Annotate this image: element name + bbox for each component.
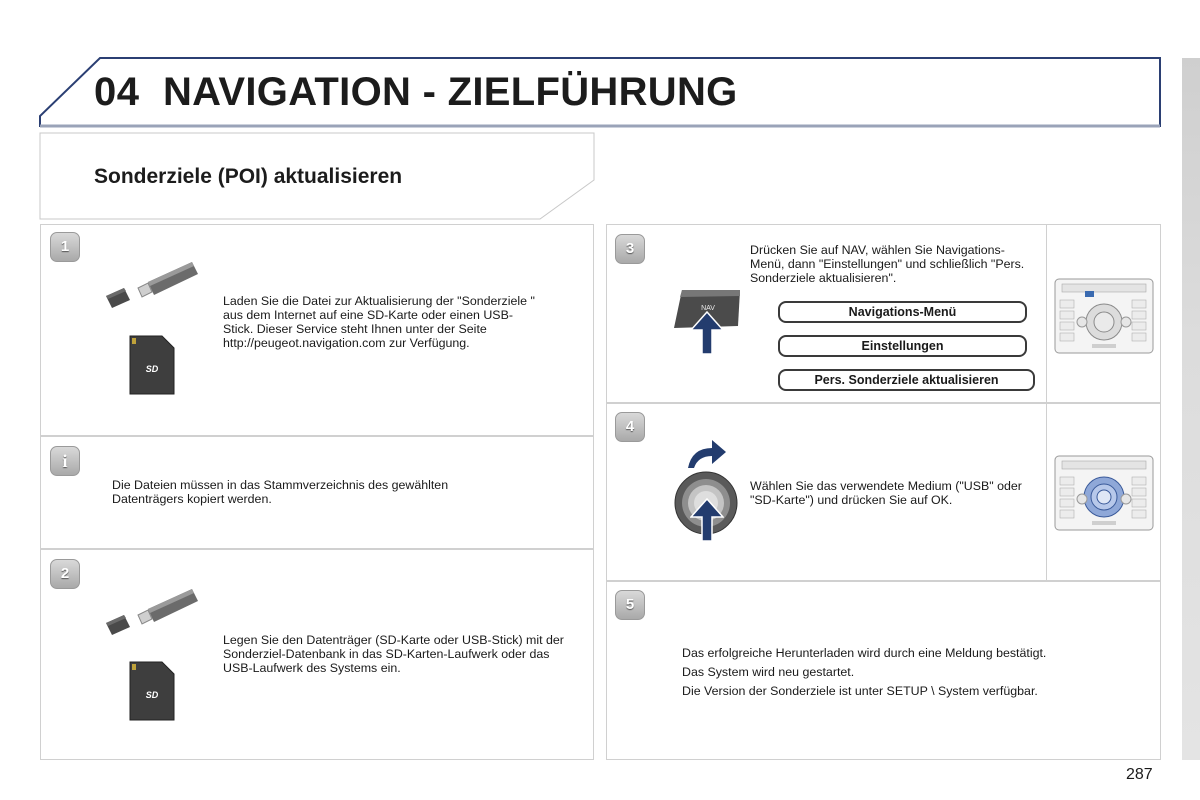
info-text: Die Dateien müssen in das Stammverzeichnis des gewählten Datenträgers kopiert werden. xyxy=(112,478,449,506)
step-3-text: Drücken Sie auf NAV, wählen Sie Navigations-Menü, dann "Einstellungen" und schließlich "Pers. Sonderziele aktualisieren". xyxy=(750,243,1025,285)
step-4-text: Wählen Sie das verwendete Medium ("USB" oder "SD-Karte") und drücken Sie auf OK. xyxy=(750,479,1022,507)
page-edge-strip xyxy=(1182,58,1200,760)
sd-card-label: SD xyxy=(145,690,159,700)
menu-item-update-poi[interactable]: Pers. Sonderziele aktualisieren xyxy=(778,369,1035,391)
sd-card-label: SD xyxy=(145,364,159,374)
step-5-line-1: Das erfolgreiche Herunterladen wird durch eine Meldung bestätigt. xyxy=(682,646,1047,660)
sd-card-icon xyxy=(128,660,176,722)
usb-stick-icon xyxy=(102,585,202,643)
step-5-line-2: Das System wird neu gestartet. xyxy=(682,665,855,679)
chapter-title: NAVIGATION - ZIELFÜHRUNG xyxy=(163,70,738,114)
arrow-up-icon xyxy=(690,311,724,355)
step-1-text: Laden Sie die Datei zur Aktualisierung der "Sonderziele " aus dem Internet auf eine SD-Karte oder einen USB-Stick. Dieser Service steht Ihnen unter der Seite http://peugeot.navigation.com zur Verfügung. xyxy=(223,294,535,350)
sd-card-icon xyxy=(128,334,176,396)
curved-arrow-icon xyxy=(684,438,728,470)
menu-item-settings[interactable]: Einstellungen xyxy=(778,335,1027,357)
step-1-badge: 1 xyxy=(50,232,80,262)
step-2-text: Legen Sie den Datenträger (SD-Karte oder USB-Stick) mit der Sonderziel-Datenbank in das SD-Karten-Laufwerk oder das USB-Laufwerk des Systems ein. xyxy=(223,633,564,675)
menu-item-navigation[interactable]: Navigations-Menü xyxy=(778,301,1027,323)
section-title: Sonderziele (POI) aktualisieren xyxy=(94,165,403,188)
usb-stick-icon xyxy=(102,258,202,316)
step-5-badge: 5 xyxy=(615,590,645,620)
step-4-badge: 4 xyxy=(615,412,645,442)
chapter-number: 04 xyxy=(94,70,140,114)
arrow-up-icon xyxy=(690,498,724,542)
section-title-frame xyxy=(0,0,600,225)
radio-console-icon xyxy=(1054,278,1154,354)
info-icon: i xyxy=(50,446,80,476)
nav-key-label: NAV xyxy=(701,305,715,312)
page-number: 287 xyxy=(1126,766,1153,783)
step-3-badge: 3 xyxy=(615,234,645,264)
step-2-badge: 2 xyxy=(50,559,80,589)
radio-console-icon xyxy=(1054,455,1154,531)
step-5-line-3: Die Version der Sonderziele ist unter SETUP \ System verfügbar. xyxy=(682,684,1038,698)
